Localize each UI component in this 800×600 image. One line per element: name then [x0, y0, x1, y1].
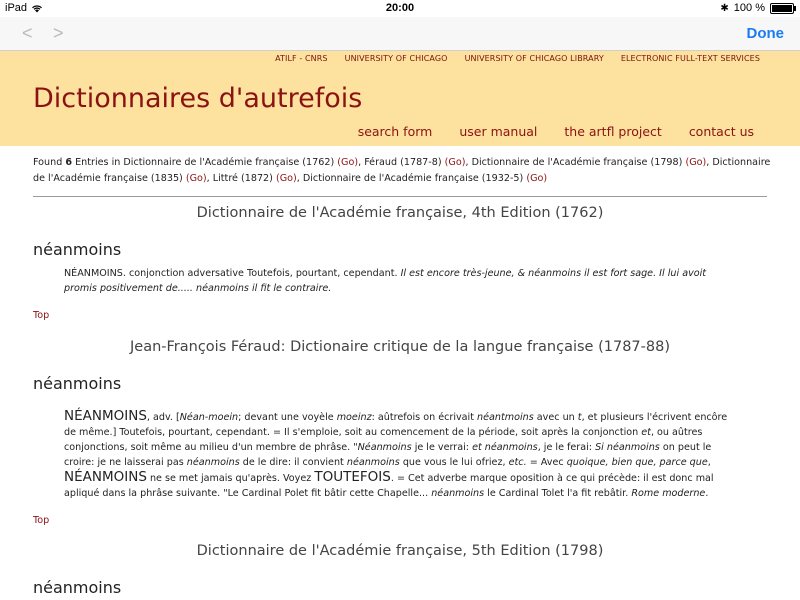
entry-text: , et plusieurs l'écrivent encôre de même.] Toutefois, pourtant, cependant. = Il s'emploie, soit au comencement de la période, soit après la conjonction — [64, 412, 728, 438]
entry-text: je le verrai: — [414, 442, 469, 453]
headword-1762: néanmoins — [33, 240, 122, 259]
go-link-littre[interactable]: (Go) — [275, 173, 297, 184]
entry-text: que vous le lui ofriez, — [402, 457, 506, 468]
device-label: iPad — [5, 2, 28, 14]
headword-feraud: néanmoins — [33, 374, 122, 393]
entry-text: . — [705, 488, 709, 499]
go-link-1762[interactable]: (Go) — [337, 157, 359, 168]
entry-text: NÉANMOINS — [64, 408, 147, 424]
found-dict-1798: Dictionnaire de l'Académie française (1798) — [471, 157, 683, 168]
found-dict-1932: Dictionnaire de l'Académie française (1932-5) — [302, 173, 524, 184]
dict-title-1762: Dictionnaire de l'Académie française, 4th Edition (1762) — [196, 205, 604, 221]
entry-text: NÉANMOINS — [64, 469, 147, 485]
found-dict-1762: Dictionnaire de l'Académie française (1762) — [123, 157, 335, 168]
forward-button[interactable]: > — [53, 23, 64, 43]
site-header — [0, 51, 800, 146]
entry-text: t — [577, 412, 582, 423]
go-link-feraud[interactable]: (Go) — [444, 157, 466, 168]
top-link-2[interactable]: Top — [33, 515, 50, 526]
battery-icon — [770, 3, 794, 14]
entry-text: etc. — [508, 457, 527, 468]
browser-nav-bar — [0, 17, 800, 51]
back-button[interactable]: < — [22, 23, 33, 43]
entry-text: = Avec — [529, 457, 564, 468]
nav-search-form[interactable]: search form — [357, 124, 433, 139]
headword-1798: néanmoins — [33, 578, 122, 597]
status-time: 20:00 — [385, 2, 415, 14]
entry-text: néantmoins — [477, 412, 534, 423]
entry-text: et néanmoins — [472, 442, 538, 453]
entry-text: et — [641, 427, 651, 438]
entry-text: avec un — [536, 412, 575, 423]
battery-percent: 100 % — [733, 2, 765, 14]
found-dict-littre: Littré (1872) — [212, 173, 273, 184]
entry-text: , adv. [ — [146, 412, 180, 423]
entry-text: Néanmoins — [357, 442, 412, 453]
dict-title-feraud: Jean-François Féraud: Dictionaire critique de la langue française (1787-88) — [130, 339, 670, 355]
top-link-efts[interactable]: ELECTRONIC FULL-TEXT SERVICES — [620, 54, 760, 63]
nav-contact-us[interactable]: contact us — [688, 124, 754, 139]
status-right — [720, 2, 794, 14]
entry-text: : aûtrefois on écrivait — [371, 412, 474, 423]
bluetooth-icon: ✱ — [720, 2, 729, 14]
entry-text: , — [707, 457, 711, 468]
go-link-1835[interactable]: (Go) — [185, 173, 207, 184]
entry-text: on peut le croire: je ne laisserai pas — [64, 442, 712, 468]
entry-text: ne se met jamais qu'après. Voyez — [149, 473, 312, 484]
main-nav — [358, 124, 754, 139]
nav-artfl-project[interactable]: the artfl project — [564, 124, 662, 139]
entry-text: le Cardinal Tolet l'a fit rebâtir. — [487, 488, 629, 499]
top-link-uchicago[interactable]: UNIVERSITY OF CHICAGO — [344, 54, 448, 63]
entry-text: TOUTEFOIS — [314, 469, 391, 485]
entry-body-1762 — [64, 266, 729, 296]
found-prefix: Found — [33, 157, 63, 168]
go-link-1798[interactable]: (Go) — [685, 157, 707, 168]
status-bar — [0, 0, 800, 17]
entry-text: néanmoins — [346, 457, 400, 468]
entry-body-feraud — [64, 409, 729, 501]
top-link-library[interactable]: UNIVERSITY OF CHICAGO LIBRARY — [464, 54, 604, 63]
entry-text: néanmoins — [186, 457, 240, 468]
entry-text: moeinz — [336, 412, 372, 423]
found-dict-feraud: Féraud (1787-8) — [364, 157, 442, 168]
go-link-1932[interactable]: (Go) — [526, 173, 548, 184]
entry-text: , ou aûtres conjonctions, soit même au milieu d'un membre de phrâse. " — [64, 427, 703, 453]
divider — [33, 196, 767, 197]
entry-text: de le dire: il convient — [242, 457, 344, 468]
entry-text: ; devant une voyèle — [238, 412, 334, 423]
entry-text: Néan-moein — [179, 412, 239, 423]
entry-text: NÉANMOINS. conjonction adversative Toutefois, pourtant, cependant. — [64, 268, 398, 279]
site-title[interactable]: Dictionnaires d'autrefois — [33, 83, 363, 114]
entry-text: . = Cet adverbe marque oposition à ce qui précède: il est donc mal apliqué dans la phrâse suivante. "Le Cardinal Polet fit bâtir cette Chapelle... — [64, 473, 714, 499]
top-link-atilf[interactable]: ATILF - CNRS — [275, 54, 328, 63]
entry-text: Si néanmoins — [595, 442, 660, 453]
found-mid: Entries in — [75, 157, 121, 168]
entry-text: Rome moderne — [631, 488, 706, 499]
entry-text: , je le ferai: — [537, 442, 593, 453]
found-count: 6 — [65, 157, 73, 168]
found-dict-1835: Dictionnaire de l'Académie française (1835) — [33, 157, 771, 184]
results-summary: Found 6 Entries in Dictionnaire de l'Académie française (1762) (Go), Féraud (1787-8) (Go), Dictionnaire de l'Académie française (1798) (Go), Dictionnaire de l'Académie française (1835) (Go), Littré (1872) (Go), Dictionnaire de l'Académie française (1932-5) (Go) — [33, 157, 771, 184]
entry-example: Il est encore très-jeune, & néanmoins il est fort sage. Il lui avoit promis positivement de..... néanmoins il fit le contraire. — [64, 268, 707, 294]
entry-text: quoique, bien que, parce que — [566, 457, 708, 468]
done-button[interactable]: Done — [746, 25, 784, 42]
top-link-1[interactable]: Top — [33, 310, 50, 321]
top-links — [275, 54, 760, 63]
entry-text: néanmoins — [431, 488, 485, 499]
dict-title-1798: Dictionnaire de l'Académie française, 5th Edition (1798) — [196, 543, 604, 559]
nav-user-manual[interactable]: user manual — [459, 124, 538, 139]
